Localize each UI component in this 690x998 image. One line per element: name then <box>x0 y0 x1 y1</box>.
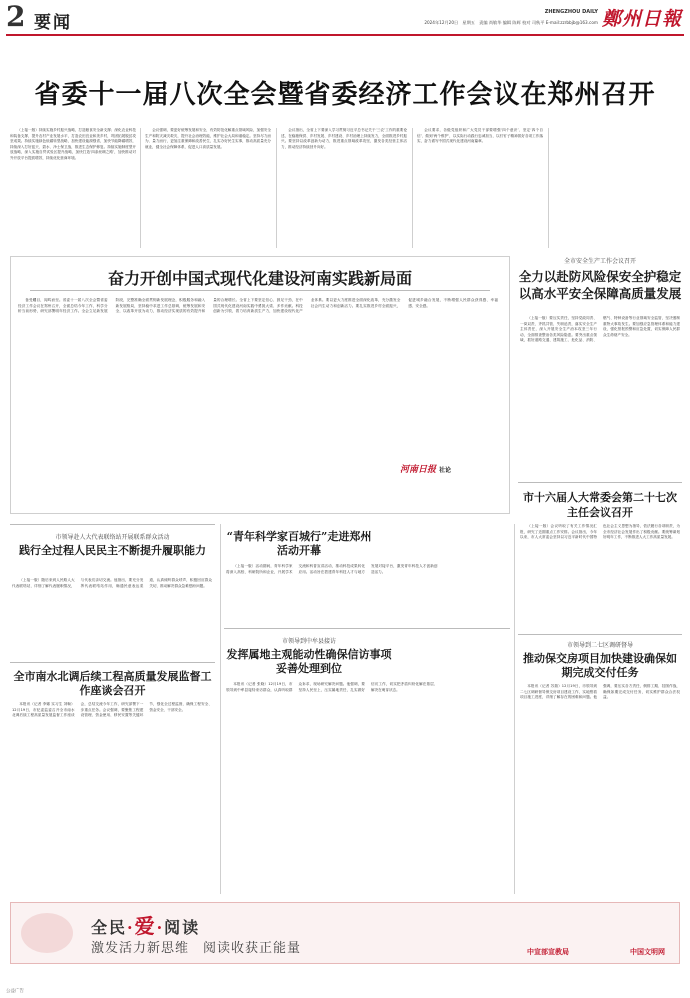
main-body-col-4: 会议要求，各级党组织和广大党员干部要增强‘四个意识’、坚定‘四个自信’、做到‘两个维护’，以实际行动践行忠诚担当，以钉钉子精神抓好各项工作落实，奋力谱写中国式现代化建设河南篇章。 <box>417 128 543 144</box>
feature-rule <box>30 290 490 291</box>
right-3-body: 本报讯（记者 苏瑞）12月19日，市领导到二七区调研督导保交房项目建设工作，实地察看项目施工进度，详细了解存在的困难和问题。他强调，要压实各方责任，倒排工期、挂图作战，确保如期完成交付任务，切实维护群众合法权益。 <box>520 684 680 700</box>
column-divider <box>548 128 549 248</box>
mid-2-kicker: 市领导到中牟县接访 <box>281 638 336 645</box>
mid-2-body: 本报讯（记者 张晓）12月19日，市领导到中牟县接待来访群众，认真听取群众诉求，现场研究解决问题。他强调，要坚持人民至上，压实属地责任，扎实做好信访工作，切实把矛盾纠纷化解在基层、解决在萌芽状态。 <box>226 682 438 692</box>
main-body-col-2: 会议强调，要更好统筹发展和安全，有效防范化解重点领域风险，加强安全生产和防灾减灾救灾，提升社会治理效能，维护社会大局和谐稳定。坚持尽力而为、量力而行，更加注重保障和改善民生，扎实办好民生实事，推动高质量充分就业，健全社会保障体系，促进人口高质量发展。 <box>145 128 271 149</box>
ad-word-2: 阅读 <box>164 918 201 937</box>
mid-title: “青年科学家百城行”走进郑州活动开幕 <box>226 530 372 557</box>
column-divider <box>412 128 413 248</box>
book-icon <box>21 913 73 953</box>
column-divider <box>220 524 221 894</box>
right-3-kicker: 市领导到二七区调研督导 <box>566 642 633 649</box>
commentary-tag <box>400 462 451 475</box>
section-rule <box>224 628 510 629</box>
right-top-title: 全力以赴防风险保安全护稳定以高水平安全保障高质量发展 <box>518 269 682 301</box>
commentary-label: 社论 <box>439 467 452 474</box>
feature-title: 奋力开创中国式现代化建设河南实践新局面 <box>107 269 412 288</box>
ad-dot-1: · <box>127 918 135 937</box>
right-mid-body: （上接一版）会议听取了有关工作情况汇报，研究了近期重点工作安排。会议指出，今年以来，市人大常委会坚持以习近平新时代中国特色社会主义思想为指导，依法履行各项职责，为全市经济社会发展作出了积极贡献。要统筹谋划好明年工作，不断推进人大工作高质量发展。 <box>520 524 680 540</box>
footer-label: 公益广告 <box>6 989 24 994</box>
main-headline: 省委十一届八次全会暨省委经济工作会议在郑州召开 <box>34 80 656 110</box>
ad-word-1: 全民 <box>91 918 128 937</box>
commentary-brand: 河南日报 <box>400 465 437 475</box>
left-2-title: 全市南水北调后续工程高质量发展监督工作座谈会召开 <box>13 670 212 697</box>
main-body-col-5 <box>553 128 681 248</box>
section-title: 要闻 <box>34 13 72 33</box>
page-number: 2 <box>6 0 26 33</box>
ad-slogan <box>91 910 200 939</box>
right-top-body: （上接一版）要压实责任，坚持党政同责、一岗双责、齐抓共管、失职追责，落实安全生产主体责任，深入开展安全生产治本攻坚三年行动，全面排查整治各类风险隐患。要突出重点领域，抓好道路交通、建筑施工、危化品、消防、燃气、特种设备等行业领域安全监管，坚决遏制重特大事故发生。要加强应急管理体系和能力建设，强化预报预警和应急处置，切实保障人民群众生命财产安全。 <box>520 316 680 343</box>
header-rule <box>6 34 684 36</box>
main-body-col-1: （上接一版）持续实施乡村振兴战略，打造粮食安全新支撑；深化农业科技和装备支撑，提升农村产业发展水平，打造农田宜业和美乡村，巩固拓展脱贫攻坚成果。持续实施绿色低碳转型战略，加快建设能源强省，加快节能降碳增效，持续深入打好蓝天、碧水、净土保卫战，推进生态保护修复。持续实施制度型开放战略，深入实施自贸试验区提升战略，加快打造‘四条丝绸之路’，加快推动对外开放平台提质增效，持续优化营商环境。 <box>10 128 136 160</box>
brand-english: ZHENGZHOU DAILY <box>544 9 598 15</box>
right-top-kicker: 全市安全生产工作会议召开 <box>563 258 636 265</box>
brand-logo: 鄭州日報 <box>601 8 682 30</box>
mid-2-title: 发挥属地主观能动性确保信访事项妥善处理到位 <box>226 648 392 675</box>
left-2-body: 本报讯（记者 李娜 实习生 刘畅）12月19日，市纪委监委召开全市南水北调后续工程高质量发展监督工作座谈会，总结交流今年工作，研究部署下一步重点任务。会议强调，要聚焦工程建设管理、资金使用、移民安置等关键环节，强化全过程监督，确保工程安全、资金安全、干部安全。 <box>12 702 212 718</box>
section-rule <box>10 524 215 525</box>
right-mid-title: 市十六届人大常委会第二十七次主任会议召开 <box>523 491 677 519</box>
ad-credit-2: 中国文明网 <box>630 948 665 956</box>
ad-word-love: 爱 <box>134 914 157 938</box>
ad-dot-2: · <box>156 918 165 937</box>
column-divider <box>140 128 141 248</box>
public-service-ad <box>10 902 680 964</box>
mid-body: （上接一版）活动期间，青年科学家将深入高校、科研院所和企业，开展学术交流和科普宣讲活动，推动科技成果转化应用。活动旨在搭建青年科技人才与地方发展对接平台，激发青年科技人才创新创造活力。 <box>226 564 438 574</box>
left-1-kicker: 市领导赴人大代表联络站开展联系群众活动 <box>55 534 170 541</box>
issue-meta: 2024年12月20日 星期五 责编 尚敏华 编辑 陈辉 校对 司秋平 E-mail:zzrbbjb@163.com <box>424 20 598 25</box>
column-divider <box>276 128 277 248</box>
section-rule <box>518 482 682 483</box>
left-1-body: （上接一版）随后来到人民路人大代表联络站，详细了解代表履职情况，与代表们亲切交流。他指出，要充分发挥代表联络站作用，畅通民意表达渠道，认真倾听群众呼声，积极回应群众关切，推动解决群众急难愁盼问题。 <box>12 578 212 588</box>
ad-credit-1: 中宣部宣教局 <box>527 948 569 956</box>
ad-subline: 激发活力新思维 阅读收获正能量 <box>91 941 302 956</box>
right-3-title: 推动保交房项目加快建设确保如期完成交付任务 <box>523 652 677 679</box>
feature-body: 备受瞩目，闻鸣而至。省委十一届八次全会暨省委经济工作会议在郑州召开，全面总结今年工作，科学分析当前形势，研究部署明年经济工作。全会立足新发展阶段，完整准确全面贯彻新发展理念，积极服务和融入新发展格局，坚持稳中求进工作总基调，统筹发展和安全，以改革开放为动力，推动经济实现质的有效提升和量的合理增长。全省上下要坚定信心、鼓足干劲，在中国式现代化建设河南实践中勇挑大梁、多作贡献。科技创新为引领，着力培育新质生产力，加快建设现代化产业体系。要以更大力度推进全面深化改革，充分激发全社会内生动力和创新活力。要扎实推进乡村全面振兴，促进城乡融合发展，不断增强人民群众获得感、幸福感、安全感。 <box>18 298 498 314</box>
main-body-col-3: 会议指出，全省上下要深入学习贯彻习近平总书记关于‘三农’工作的重要论述，在稳粮保供、乡村发展、乡村建设、乡村治理上持续发力，全面推进乡村振兴。要坚持以改革创新为动力，推进重点领域改革攻坚，激发各类经营主体活力，推动经济持续回升向好。 <box>281 128 407 149</box>
section-rule <box>10 662 215 663</box>
section-rule <box>518 634 682 635</box>
column-divider <box>514 524 515 894</box>
left-1-title: 践行全过程人民民主不断提升履职能力 <box>19 544 206 557</box>
